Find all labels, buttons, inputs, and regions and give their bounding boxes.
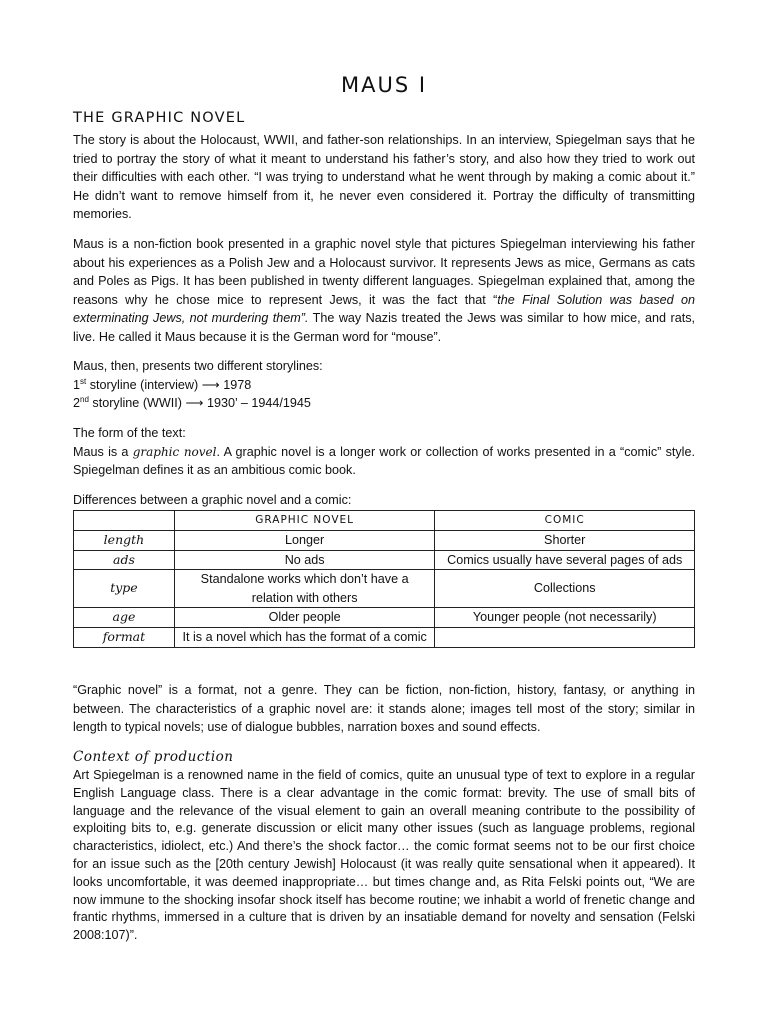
row-label-type: type bbox=[74, 570, 175, 608]
storyline-1-ordinal: st bbox=[80, 376, 87, 386]
table-row bbox=[74, 627, 695, 647]
paragraph-maus-quote: the Final Solution was based on exterminating Jews, not murdering them”. bbox=[73, 292, 695, 326]
row-label-age: age bbox=[74, 608, 175, 628]
storylines-intro: Maus, then, presents two different storylines: bbox=[73, 359, 323, 373]
cell-graphic-novel: Older people bbox=[174, 608, 435, 628]
cell-graphic-novel: Longer bbox=[174, 531, 435, 551]
row-label-length: length bbox=[74, 531, 175, 551]
storyline-1 bbox=[73, 376, 695, 395]
section-heading-graphic-novel: THE GRAPHIC NOVEL bbox=[73, 110, 246, 126]
form-text-a: Maus is a bbox=[73, 444, 133, 459]
form-intro: The form of the text: bbox=[73, 426, 186, 440]
cell-graphic-novel: Standalone works which don’t have a relation with others bbox=[174, 570, 435, 608]
table-header-comic: COMIC bbox=[435, 511, 695, 531]
storyline-1-number: 1 bbox=[73, 377, 81, 392]
cell-comic: Younger people (not necessarily) bbox=[435, 608, 695, 628]
form-paragraph bbox=[73, 443, 695, 480]
cell-comic: Collections bbox=[435, 570, 695, 608]
table-row bbox=[74, 531, 695, 551]
storyline-2-number: 2 bbox=[73, 396, 81, 411]
storylines-block bbox=[73, 357, 695, 413]
cell-graphic-novel: It is a novel which has the format of a comic bbox=[174, 627, 435, 647]
row-label-format: format bbox=[74, 627, 175, 647]
storyline-2-ordinal: nd bbox=[80, 395, 89, 404]
differences-intro: Differences between a graphic novel and a comic: bbox=[73, 493, 352, 507]
form-block bbox=[73, 424, 695, 480]
storyline-2 bbox=[73, 394, 695, 413]
cell-comic: Shorter bbox=[435, 531, 695, 551]
page-title: MAUS I bbox=[340, 73, 428, 97]
cell-comic bbox=[435, 627, 695, 647]
paragraph-maus-text-a: Maus is a non-fiction book presented in a graphic novel style that pictures Spiegelman interviewing his father about his experiences as a Polish Jew and a Holocaust survivor. It represents Jews as mice, Germans as cats and Poles as Pigs. It has been published in twenty different languages. Spiegelman explained that, among the reasons why he chose mice to represent Jews, it was the fact that “ bbox=[73, 237, 695, 307]
table-row bbox=[74, 608, 695, 628]
storyline-1-text: storyline (interview) ⟶ 1978 bbox=[86, 377, 252, 392]
section-heading-context: Context of production bbox=[73, 749, 234, 765]
cell-comic: Comics usually have several pages of ads bbox=[435, 550, 695, 570]
paragraph-maus-description bbox=[73, 235, 695, 347]
storyline-2-text: storyline (WWII) ⟶ 1930’ – 1944/1945 bbox=[88, 396, 311, 411]
paragraph-intro: The story is about the Holocaust, WWII, and father-son relationships. In an interview, Spiegelman says that he tried to portray the story of what it meant to understand his father’s story, and also how they tried to work out their difficulties with each other. “I was trying to understand what he went through by making a comic about it.” He didn’t want to remove himself from it, he never even considered it. Portray the difficulty of transmitting memories. bbox=[73, 133, 695, 222]
table-header-row bbox=[74, 511, 695, 531]
form-text-b: . A graphic novel is a longer work or collection of works presented in a “comic” style. Spiegelman defines it as an ambitious comic book. bbox=[73, 444, 695, 478]
table-header-empty bbox=[74, 511, 175, 531]
differences-table bbox=[73, 510, 695, 648]
paragraph-maus-text-b: The way Nazis treated the Jews was similar to how mice, and rats, live. He called it Maus because it is the German word for “mouse”. bbox=[73, 311, 695, 344]
cell-graphic-novel: No ads bbox=[174, 550, 435, 570]
table-row bbox=[74, 550, 695, 570]
table-header-graphic-novel: GRAPHIC NOVEL bbox=[174, 511, 435, 531]
form-graphic-novel-term: graphic novel bbox=[132, 444, 217, 459]
paragraph-context: Art Spiegelman is a renowned name in the field of comics, quite an unusual type of text to explore in a regular English Language class. There is a clear advantage in the comic format: brevity. The use of small bits of language and the relevance of the visual element to gain an overall meaning contribute to the possibility of exploiting bits to, e.g. generate discussion or elicit many other issues (such as language problems, regional characteristics, idiolect, etc.) And there’s the shock factor… the comic format seems not to be our first choice for an issue such as the [20th century Jewish] Holocaust (it was really quite sensational when it appeared). It looks uncomfortable, it was deemed inappropriate… but times change and, as Rita Felski points out, “We are now immune to the shocking insofar shock itself has become routine; we inhabit a world of frenetic change and frantic rhythms, immersed in a culture that is driven by an insatiable demand for novelty and sensation (Felski 2008:107)”. bbox=[73, 768, 695, 943]
paragraph-graphic-novel-format: “Graphic novel” is a format, not a genre. They can be fiction, non-fiction, history, fantasy, or anything in between. The characteristics of a graphic novel are: it stands alone; images tell most of the story; similar in length to typical novels; use of dialogue bubbles, narration boxes and sound effects. bbox=[73, 683, 695, 735]
row-label-ads: ads bbox=[74, 550, 175, 570]
table-row bbox=[74, 570, 695, 608]
